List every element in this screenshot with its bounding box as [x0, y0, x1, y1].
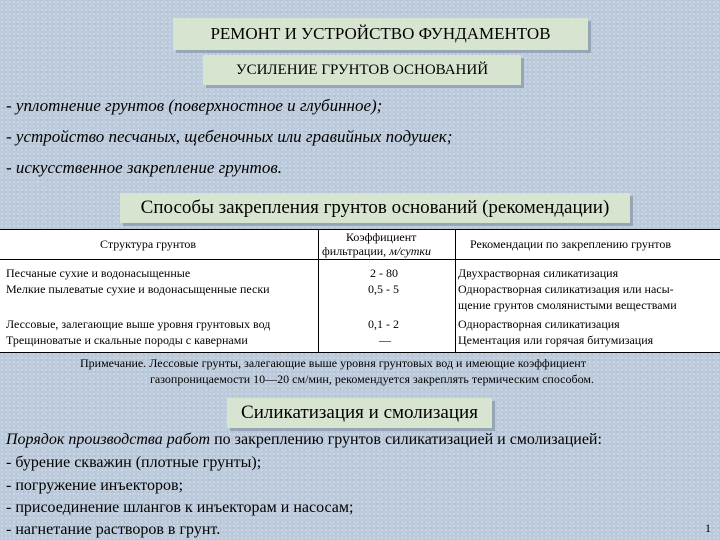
row-coef: —	[379, 333, 391, 347]
recommendations-table	[0, 229, 720, 353]
header-coef-unit: м/сутки	[389, 244, 432, 258]
note-line: газопроницаемости 10—20 см/мин, рекомендуется закреплять термическим способом.	[150, 372, 594, 386]
slide-title: РЕМОНТ И УСТРОЙСТВО ФУНДАМЕНТОВ	[173, 18, 588, 50]
row-recommend: Однорастворная силикатизация или насы-	[458, 282, 674, 296]
bullet-item: - уплотнение грунтов (поверхностное и глубинное);	[6, 96, 383, 115]
row-recommend: Однорастворная силикатизация	[458, 317, 620, 331]
header-coef-line1: Коэффициент	[346, 230, 417, 244]
procedure-intro-rest: по закреплению грунтов силикатизацией и смолизацией:	[210, 431, 602, 448]
procedure-step: - бурение скважин (плотные грунты);	[6, 454, 262, 471]
row-coef: 2 - 80	[370, 266, 398, 280]
header-recommend: Рекомендации по закреплению грунтов	[470, 237, 671, 251]
row-recommend: Двухрастворная силикатизация	[458, 266, 619, 280]
procedure-intro	[6, 431, 602, 449]
procedure-step: - присоединение шлангов к инъекторам и насосам;	[6, 499, 354, 516]
procedure-step: - погружение инъекторов;	[6, 477, 184, 494]
table-note	[60, 355, 680, 387]
row-structure: Трещиноватые и скальные породы с кавернами	[6, 333, 248, 347]
row-recommend: Цементация или горячая битумизация	[458, 333, 654, 347]
note-line: Примечание. Лессовые грунты, залегающие выше уровня грунтовых вод и имеющие коэффициент	[80, 356, 586, 370]
silicatization-heading: Силикатизация и смолизация	[227, 398, 492, 428]
procedure-step: - нагнетание растворов в грунт.	[6, 521, 221, 538]
header-coef-label: фильтрации,	[322, 244, 387, 258]
row-coef: 0,1 - 2	[368, 317, 399, 331]
bullet-item: - искусственное закрепление грунтов.	[6, 158, 282, 177]
bullet-item: - устройство песчаных, щебеночных или гравийных подушек;	[6, 127, 453, 146]
header-coef-line2	[322, 244, 431, 259]
row-structure: Мелкие пылеватые сухие и водонасыщенные пески	[6, 282, 270, 296]
row-recommend: щение грунтов смолянистыми веществами	[458, 298, 677, 312]
row-structure: Песчаные сухие и водонасыщенные	[6, 266, 191, 280]
slide-subtitle: УСИЛЕНИЕ ГРУНТОВ ОСНОВАНИЙ	[203, 55, 521, 85]
row-coef: 0,5 - 5	[368, 282, 399, 296]
procedure-intro-italic: Порядок производства работ	[6, 431, 211, 448]
page-number: 1	[705, 521, 711, 535]
row-structure: Лессовые, залегающие выше уровня грунтовых вод	[6, 317, 271, 331]
methods-heading: Способы закрепления грунтов оснований (рекомендации)	[120, 193, 630, 223]
header-structure: Структура грунтов	[100, 237, 197, 251]
